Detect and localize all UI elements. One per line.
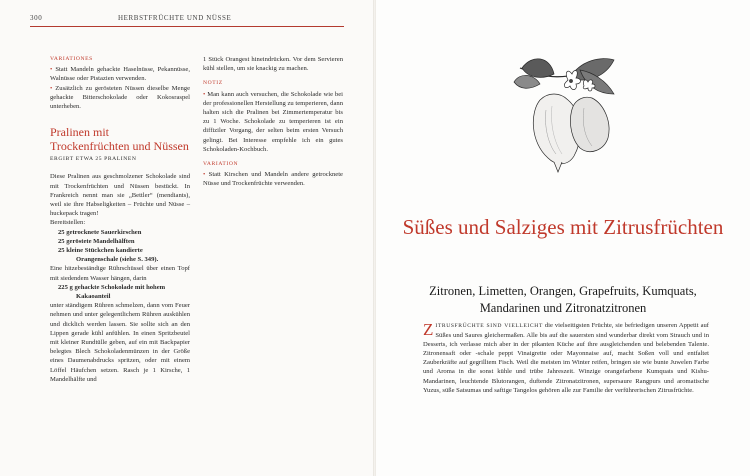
method-continuation: 1 Stück Orangest hineindrücken. Vor dem Servieren kühl stellen, um sie knackig zu machen. — [203, 56, 343, 73]
ingredient: 225 g gehackte Schokolade mit hohem — [58, 283, 166, 291]
variation-bullet: • Zusätzlich zu gerösteten Nüssen dieselbe Menge gehackte Bitterschokolade oder Kokosraspel unterheben. — [50, 84, 190, 111]
ingredient: Kakaoanteil — [76, 293, 111, 301]
drop-cap: Z — [423, 320, 434, 339]
equipment-line: Bereitstellen: — [50, 219, 86, 227]
leaf — [522, 59, 554, 78]
variation-label: VARIATIONES — [50, 56, 93, 62]
method-step: Eine hitzebeständige Rührschüssel über einen Topf mit siedendem Wasser hängen, darin — [50, 265, 190, 282]
recipe-yield: ERGIBT ETWA 25 PRALINEN — [50, 156, 137, 163]
book-gutter — [373, 0, 376, 476]
chapter-title: Süßes und Salziges mit Zitrusfrüchten — [402, 215, 724, 239]
notiz-bullet: • Man kann auch versuchen, die Schokolade wie bei der professionellen Herstellung zu temperieren, dann halten sich die Pralinen bei Zimmertemperatur bis zu 1 Woche. Schokolade zu temperieren ist ein diffiziler Vorgang, der selten beim ersten Versuch gelingt. Bei Interesse empfehle ich ein gutes Schokoladen-Kochbuch. — [203, 90, 343, 153]
running-head: HERBSTFRÜCHTE UND NÜSSE — [118, 14, 232, 22]
ingredient: Orangenschale (siehe S. 349). — [76, 256, 159, 264]
page-number: 300 — [30, 14, 43, 22]
lemon-tip — [554, 162, 562, 172]
lead-smallcaps: ITRUSFRÜCHTE SIND VIELLEICHT — [435, 323, 543, 329]
ingredient: 25 kleine Stückchen kandierte — [58, 247, 143, 255]
variation-bullet: • Statt Kirschen und Mandeln andere getrocknete Nüsse und Trockenfrüchte verwenden. — [203, 171, 343, 188]
left-column-1 — [50, 55, 190, 384]
notiz-label: NOTIZ — [203, 80, 223, 87]
chapter-intro — [423, 321, 709, 395]
method-step: unter ständigem Rühren schmelzen, dann vom Feuer nehmen und unter gelegentlichem Rühren auskühlen und dicklich werden lassen. Sie sollte sich an den Lippen gerade kühl anfühlen. In einen Spritzbeutel mit kleiner Rundtülle geben, auf ein mit Backpapier belegtes Blech Schokoladenmünzen in der Größe eines Daumenabdrucks spritzen, oder mit einem Löffel Häufchen setzen. Rasch je 1 Kirsche, 1 Mandelhälfte und — [50, 302, 190, 383]
header-rule — [30, 26, 344, 27]
ingredient: 25 getrocknete Sauerkirschen — [58, 228, 142, 236]
recipe-title: Pralinen mit Trockenfrüchten und Nüssen — [50, 125, 189, 154]
intro-text: die vielseitigsten Früchte, sie befriedigen unseren Appetit auf Süßes und Saures gleichermaßen. Alle bis auf die sauersten sind wunderbar direkt vom Strauch und in Desserts, ich verlasse mich aber in der pikanten Küche auf ihre ausgleichenden und belebenden Talente. Zitronensaft oder -schale peppt Vinaigrette oder Mayonnaise auf, macht Soßen voll und entfaltet Zauberkräfte auf gegrilltem Fisch. Weil die meisten im Winter reifen, bringen sie wie bunte Juwelen Farbe und Aroma in die sonst kühle und trübe Jahreszeit. Winzige orangefarbene Kumquats und Kishu-Mandarinen, leuchtende Blutorangen, duftende Zitronatzitronen, supersaure Rangpurs und aromatische Yuzus, süße Satsumas und saftige Tangelos gehören alle zur Familie der verführerischen Zitrusfrüchte. — [423, 322, 709, 394]
ingredient: 25 geröstete Mandelhälften — [58, 237, 135, 245]
variation-label: VARIATION — [203, 161, 239, 168]
recipe-intro: Diese Pralinen aus geschmolzener Schokolade sind mit Trockenfrüchten und Nüssen bestückt. In Frankreich nennt man sie „Bettler“ (mendiants), weil sie ihre Habseligkeiten – Früchte und Nüsse – huckepack tragen! — [50, 173, 190, 218]
left-column-2 — [203, 55, 343, 189]
lemon-branch-illustration — [510, 50, 620, 175]
chapter-subtitle: Zitronen, Limetten, Orangen, Grapefruits, Kumquats, Mandarinen und Zitronatzitronen — [429, 284, 697, 315]
lemon — [570, 97, 609, 151]
variation-bullet: • Statt Mandeln gehackte Haselnüsse, Pekannüsse, Walnüsse oder Pistazien verwenden. — [50, 66, 190, 83]
